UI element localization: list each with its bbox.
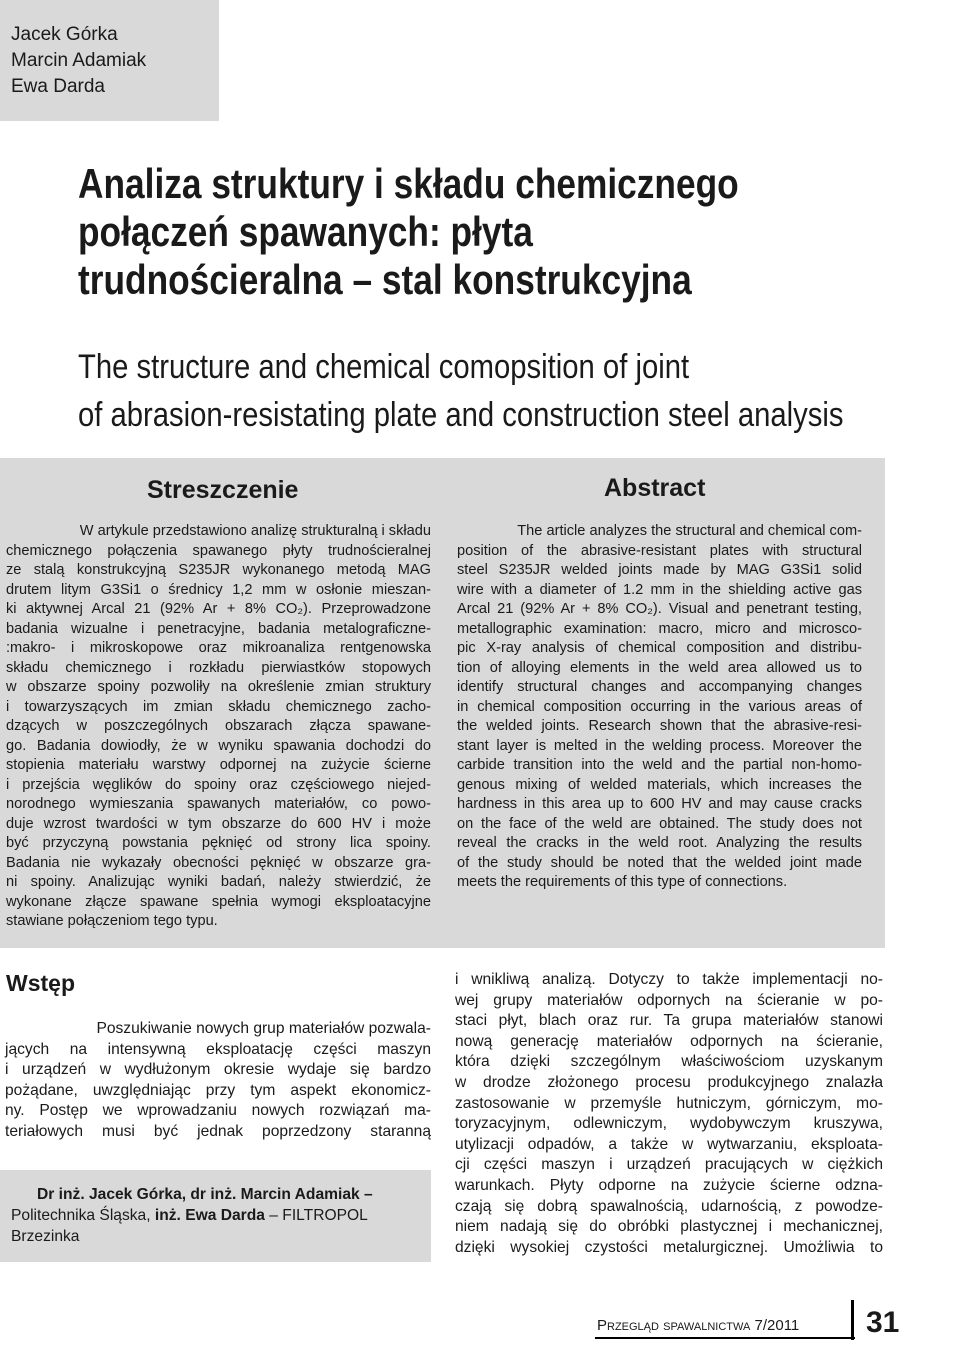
text-line: ni spoiny. Analizując wyniki badań, należy stwierdzić, że — [6, 874, 431, 890]
text-line: wykonane złącze spawane spełnia wymogi eksploatacyjne — [6, 893, 431, 910]
text-line: steel S235JR welded joints made by MAG G3Si1 solid — [457, 562, 862, 578]
text-line: pożądane, uwzględniając przy tym aspekt ekonomicz- — [5, 1081, 431, 1099]
streszczenie-heading: Streszczenie — [147, 476, 299, 504]
article-title-pl — [78, 160, 800, 304]
text-line: pic X-ray analysis of chemical composition and distribu- — [457, 640, 862, 656]
text-line: w drodze złożonego procesu produkcyjnego znalazła — [455, 1074, 883, 1091]
abstract-heading: Abstract — [604, 474, 706, 502]
text-line: Arcal 21 (92% Ar + 8% CO₂). Visual and penetrant testing, — [457, 601, 862, 617]
text-line: stawiane połączeniom tego typu. — [6, 913, 218, 929]
affiliation-institution: Politechnika Śląska, — [11, 1207, 155, 1224]
author-name: Jacek Górka — [11, 24, 118, 45]
text-line: niem nadają się do obróbki plastycznej i mechanicznej, — [455, 1218, 883, 1236]
text-line: badania wizualne i penetracyjne, badania metalograficzne- — [6, 620, 431, 637]
text-line: the welded joints. Research shown that the abrasive-resi- — [457, 718, 862, 734]
text-line: nową generację materiałów odpornych na ścieranie, — [455, 1032, 883, 1050]
text-line: zastosowanie w przemyśle hutniczym, górniczym, mo- — [455, 1094, 883, 1112]
affiliation-location: Brzezinka — [11, 1228, 80, 1245]
text-line: Poszukiwanie nowych grup materiałów pozwala- — [96, 1020, 431, 1037]
text-line: tion of alloying elements in the weld area allowed us to — [457, 659, 862, 676]
journal-footer — [597, 1316, 799, 1336]
text-line: genous mixing of welded materials, which increases the — [457, 776, 862, 793]
text-line: ki aktywnej Arcal 21 (92% Ar + 8% CO₂). Przeprowadzone — [6, 601, 431, 617]
text-line: i urządzeń w wydłużonym okresie wydaje się bardzo — [5, 1061, 431, 1079]
text-line: i przejścia węglików do spoiny oraz częściowego niejed- — [6, 776, 431, 793]
text-line: teriałowych musi być jednak poprzedzony staranną — [5, 1123, 431, 1140]
text-line: cji części maszyn i urządzeń pracujących w ciężkich — [455, 1156, 883, 1174]
text-line: stopienia materiału warstwy odpornej na zużycie ścierne — [6, 757, 431, 773]
title-line: połączeń spawanych: płyta — [78, 208, 533, 255]
text-line: of the study should be noted that the welded joint made — [457, 854, 862, 871]
authors-box — [0, 0, 219, 121]
text-line: duje wzrost twardości w tym obszarze do 600 HV i może — [6, 815, 431, 832]
text-line: W artykule przedstawiono analizę strukturalną i składu — [79, 523, 431, 539]
text-line: składu chemicznego i rozkładu pierwiastków stopowych — [6, 659, 431, 676]
title-line: The structure and chemical comopsition of joint — [78, 348, 690, 386]
title-line: trudnościeralna – stal konstrukcyjna — [78, 256, 692, 303]
author-name: Ewa Darda — [11, 76, 105, 97]
text-line: ze stalą konstrukcyjną S235JR wykonanego metodą MAG — [6, 562, 431, 578]
text-line: wej grupy materiałów odpornych na ścieranie w po- — [455, 991, 883, 1009]
page-number: 31 — [866, 1306, 900, 1339]
text-line: dzięki wysokiej czystości metalurgicznej. Umożliwia to — [455, 1238, 883, 1256]
affiliation-line — [11, 1205, 368, 1226]
journal-issue: 7/2011 — [754, 1317, 800, 1334]
text-line: hardness in this area up to 600 HV and may cause cracks — [457, 796, 862, 812]
text-line: in chemical composition occurring in the various areas of — [457, 698, 862, 715]
text-line: jących na intensywną eksploatację części maszyn — [5, 1040, 431, 1058]
text-line: i wnikliwą analizą. Dotyczy to także implementacji no- — [455, 971, 883, 988]
text-line: drutem litym G3Si1 o średnicy 1,2 mm w osłonie mieszan- — [6, 581, 431, 598]
title-line: Analiza struktury i składu chemicznego — [78, 160, 739, 207]
text-line: carbide transition into the weld and the partial non-homo- — [457, 757, 862, 773]
text-line: reveal the cracks in the weld root. Analyzing the results — [457, 835, 862, 851]
text-line: meets the requirements of this type of connections. — [457, 874, 788, 890]
text-line: która dzięki szczególnym właściwościom uzyskanym — [455, 1053, 883, 1071]
text-line: czają się dobrą spawalnością, udarnością, z powodze- — [455, 1197, 883, 1215]
footer-divider — [851, 1300, 854, 1340]
affiliation-company: – FILTROPOL — [264, 1207, 368, 1224]
text-line: toryzacyjnym, odlewniczym, wydobywczym kruszywa, — [455, 1115, 883, 1133]
text-line: być przyczyną powstania pęknięć od strony lica spoiny. — [6, 835, 431, 851]
text-line: i towarzyszących im zmian składu chemicznego zacho- — [6, 698, 431, 715]
text-line: stant layer is melted in the welding process. Moreover the — [457, 737, 862, 754]
text-line: The article analyzes the structural and chemical com- — [517, 523, 862, 539]
text-line: Badania nie wykazały obecności pęknięć w obszarze gra- — [6, 854, 431, 871]
text-line: on the face of the weld are obtained. The study does not — [457, 815, 862, 832]
text-line: identify structural changes and accompanying changes — [457, 679, 862, 695]
affiliation-authors: Dr inż. Jacek Górka, dr inż. Marcin Adamiak – — [37, 1186, 373, 1203]
journal-name: Przegląd spawalnictwa — [597, 1317, 751, 1334]
text-line: metallographic examination: macro, micro and microsco- — [457, 620, 862, 637]
author-name: Marcin Adamiak — [11, 50, 147, 71]
text-line: ny. Postęp we wprowadzaniu nowych rozwiązań ma- — [5, 1102, 431, 1120]
text-line: dzących w poszczególnych obszarach złącza spawane- — [6, 718, 431, 734]
text-line: wire with a diameter of 1.2 mm in the shielding active gas — [457, 581, 862, 598]
text-line: chemicznego połączenia spawanego płyty trudnościeralnej — [6, 542, 431, 559]
text-line: w obszarze spoiny pozwoliły na określenie zmian struktury — [6, 679, 431, 695]
text-line: position of the abrasive-resistant plates with structural — [457, 542, 862, 559]
text-line: :makro- i mikroskopowe oraz mikroanaliza rentgenowska — [6, 640, 431, 656]
title-line: of abrasion-resistating plate and construction steel analysis — [78, 396, 844, 434]
text-line: go. Badania dowiodły, że w wyniku spawania dochodzi do — [6, 737, 431, 754]
section-heading-wstep: Wstęp — [6, 970, 75, 996]
text-line: utylizacji odpadów, a także w wytwarzaniu, eksploata- — [455, 1135, 883, 1153]
text-line: norodnego wymieszania spawanych materiałów, co powo- — [6, 796, 431, 812]
footer-divider — [595, 1337, 855, 1339]
text-line: warunkach. Płyty odporne na zużycie ścierne odzna- — [455, 1177, 883, 1194]
text-line: staci płyt, blach oraz rur. Ta grupa materiałów stanowi — [455, 1012, 883, 1030]
affiliation-box — [0, 1170, 431, 1262]
affiliation-author: inż. Ewa Darda — [154, 1207, 265, 1224]
article-title-en — [78, 343, 844, 439]
abstract-box — [0, 458, 885, 948]
